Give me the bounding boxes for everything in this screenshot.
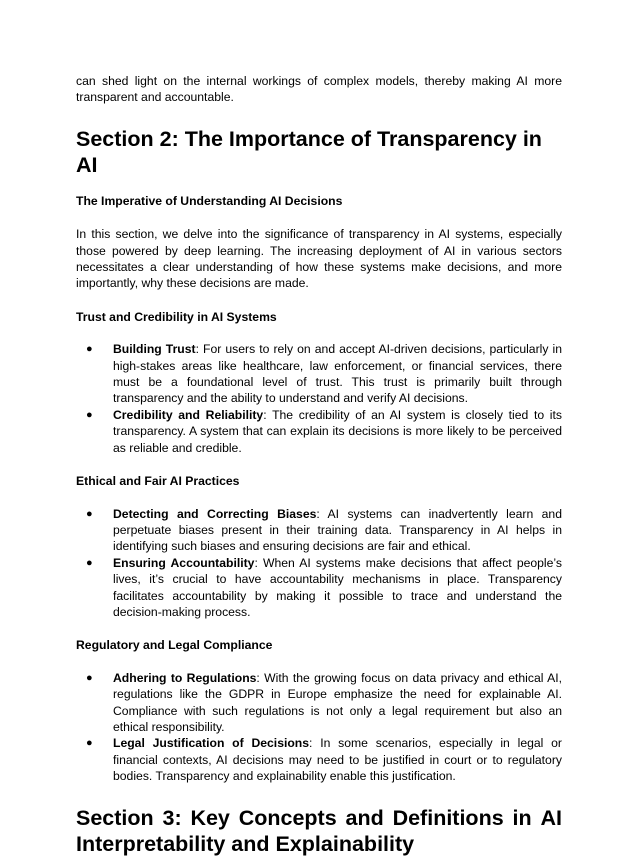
- bullet-icon: ●: [86, 507, 93, 520]
- bullet-icon: ●: [86, 737, 93, 750]
- list-item-term: Credibility and Reliability: [113, 407, 264, 422]
- regulatory-list: [76, 670, 562, 785]
- list-item-term: Detecting and Correcting Biases: [113, 506, 317, 521]
- title-word: Concepts: [238, 805, 337, 830]
- title-word: Key: [190, 805, 230, 830]
- title-word: and: [345, 805, 384, 830]
- list-item-text: : The credibility of an AI system is closely tied to its transparency. A system that can explain its decisions is more likely to be perceived as reliable and credible.: [113, 407, 562, 455]
- list-item: [76, 670, 562, 736]
- bullet-icon: ●: [86, 408, 93, 421]
- list-item: [76, 555, 562, 621]
- bullet-icon: ●: [86, 556, 93, 569]
- list-item-text: : When AI systems make decisions that affect people’s lives, it’s crucial to have accountability mechanisms in place. Transparency facilitates accountability by making it possible to trace and understand the decision-making process.: [113, 555, 562, 619]
- ethics-list: [76, 506, 562, 621]
- title-word: in: [512, 805, 532, 830]
- list-item: [76, 407, 562, 456]
- list-item-term: Ensuring Accountability: [113, 555, 255, 570]
- section-2-title: Section 2: The Importance of Transparency in AI: [76, 126, 542, 177]
- subheading-trust: Trust and Credibility in AI Systems: [76, 309, 277, 324]
- title-word: AI: [540, 805, 562, 830]
- list-item-term: Building Trust: [113, 342, 196, 357]
- section-2-paragraph: In this section, we delve into the significance of transparency in AI systems, especially those powered by deep learning. The increasing deployment of AI in various sectors necessitates a clear understanding of how these systems make decisions, and more importantly, why these decisions are made.: [76, 227, 562, 291]
- title-word: Definitions: [392, 805, 504, 830]
- list-item-text: : With the growing focus on data privacy and ethical AI, regulations like the GDPR in Europe emphasize the need for explainable AI. Compliance with such regulations is not only a legal requirement but also an ethical responsibility.: [113, 670, 562, 734]
- section-3-title: [76, 805, 562, 857]
- section-3-title-line2: Interpretability and Explainability: [76, 831, 415, 856]
- list-item-text: : In some scenarios, especially in legal or financial contexts, AI decisions may need to be justified in court or to regulatory bodies. Transparency and explainability enable this justification.: [113, 736, 562, 784]
- list-item-text: : AI systems can inadvertently learn and perpetuate biases present in their training data. Transparency in AI helps in identifying such biases and ensuring decisions are fair and ethical.: [113, 506, 562, 554]
- list-item: [76, 341, 562, 407]
- trust-list: [76, 341, 562, 456]
- subheading-ethics: Ethical and Fair AI Practices: [76, 474, 240, 489]
- intro-paragraph: can shed light on the internal workings of complex models, thereby making AI more transparent and accountable.: [76, 74, 562, 105]
- list-item-text: : For users to rely on and accept AI-driven decisions, particularly in high-stakes areas like healthcare, law enforcement, or financial services, there must be a foundational level of trust. This trust is primarily built through transparency and the ability to understand and verify AI decisions.: [113, 342, 562, 406]
- list-item-term: Adhering to Regulations: [113, 670, 257, 685]
- list-item-term: Legal Justification of Decisions: [113, 736, 310, 751]
- subheading-understanding: The Imperative of Understanding AI Decisions: [76, 193, 343, 208]
- list-item: [76, 735, 562, 784]
- section-3-title-line1: [76, 805, 562, 831]
- subheading-regulatory: Regulatory and Legal Compliance: [76, 638, 273, 653]
- title-word: 3:: [162, 805, 182, 830]
- bullet-icon: ●: [86, 671, 93, 684]
- document-page: [76, 0, 562, 857]
- bullet-icon: ●: [86, 343, 93, 356]
- title-word: Section: [76, 805, 154, 830]
- list-item: [76, 506, 562, 555]
